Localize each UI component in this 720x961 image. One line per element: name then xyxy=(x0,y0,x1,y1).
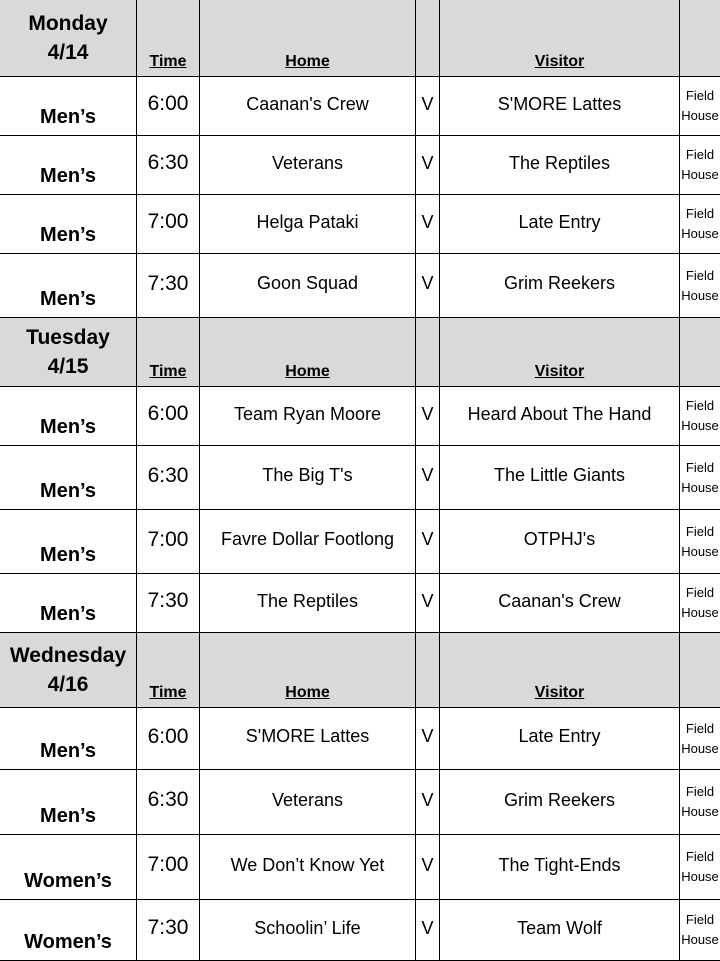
day-label xyxy=(0,0,137,77)
time-cell: 7:00 xyxy=(137,835,200,900)
location-line: Field xyxy=(680,782,720,802)
time-cell: 6:30 xyxy=(137,136,200,195)
division-cell: Men’s xyxy=(0,708,137,770)
location-line: House xyxy=(680,542,720,562)
game-row xyxy=(0,574,720,633)
visitor-team-cell: S'MORE Lattes xyxy=(440,77,680,136)
versus-cell: V xyxy=(416,136,440,195)
visitor-column-header: Visitor xyxy=(440,318,680,387)
visitor-column-header: Visitor xyxy=(440,633,680,708)
versus-cell: V xyxy=(416,446,440,510)
location-cell xyxy=(680,708,720,770)
day-header-row xyxy=(0,0,720,77)
location-line: Field xyxy=(680,396,720,416)
location-cell xyxy=(680,835,720,900)
day-name: Monday xyxy=(28,12,107,35)
versus-cell: V xyxy=(416,708,440,770)
location-line: Field xyxy=(680,719,720,739)
location-cell xyxy=(680,136,720,195)
location-cell xyxy=(680,446,720,510)
game-row xyxy=(0,708,720,770)
home-column-header: Home xyxy=(200,0,416,77)
game-row xyxy=(0,446,720,510)
versus-cell: V xyxy=(416,900,440,961)
header-blank-cell xyxy=(680,633,720,708)
time-column-header: Time xyxy=(137,318,200,387)
versus-cell: V xyxy=(416,574,440,633)
game-row xyxy=(0,254,720,318)
division-cell: Men’s xyxy=(0,770,137,835)
location-cell xyxy=(680,195,720,254)
time-cell: 7:00 xyxy=(137,195,200,254)
versus-cell: V xyxy=(416,77,440,136)
header-blank-cell xyxy=(416,318,440,387)
home-team-cell: Schoolin’ Life xyxy=(200,900,416,961)
location-cell xyxy=(680,510,720,574)
game-row xyxy=(0,900,720,961)
home-team-cell: Veterans xyxy=(200,136,416,195)
home-team-cell: Veterans xyxy=(200,770,416,835)
home-team-cell: Favre Dollar Footlong xyxy=(200,510,416,574)
time-cell: 7:30 xyxy=(137,574,200,633)
home-team-cell: Goon Squad xyxy=(200,254,416,318)
location-cell xyxy=(680,254,720,318)
day-date: 4/14 xyxy=(48,41,89,64)
division-cell: Men’s xyxy=(0,254,137,318)
versus-cell: V xyxy=(416,835,440,900)
location-line: Field xyxy=(680,522,720,542)
home-column-header: Home xyxy=(200,318,416,387)
location-line: House xyxy=(680,286,720,306)
versus-cell: V xyxy=(416,770,440,835)
header-blank-cell xyxy=(416,633,440,708)
location-cell xyxy=(680,770,720,835)
day-label xyxy=(0,318,137,387)
visitor-team-cell: Grim Reekers xyxy=(440,770,680,835)
home-team-cell: The Reptiles xyxy=(200,574,416,633)
day-name: Tuesday xyxy=(26,326,110,349)
location-line: Field xyxy=(680,145,720,165)
time-cell: 6:00 xyxy=(137,387,200,446)
home-team-cell: Helga Pataki xyxy=(200,195,416,254)
time-cell: 6:00 xyxy=(137,77,200,136)
location-line: Field xyxy=(680,458,720,478)
home-team-cell: Caanan's Crew xyxy=(200,77,416,136)
location-line: House xyxy=(680,930,720,950)
game-row xyxy=(0,770,720,835)
game-row xyxy=(0,136,720,195)
time-cell: 7:00 xyxy=(137,510,200,574)
day-header-row xyxy=(0,633,720,708)
visitor-team-cell: Late Entry xyxy=(440,708,680,770)
location-line: House xyxy=(680,802,720,822)
visitor-team-cell: Grim Reekers xyxy=(440,254,680,318)
location-line: House xyxy=(680,867,720,887)
time-cell: 6:30 xyxy=(137,770,200,835)
location-line: House xyxy=(680,106,720,126)
home-team-cell: We Don’t Know Yet xyxy=(200,835,416,900)
location-line: House xyxy=(680,165,720,185)
game-row xyxy=(0,387,720,446)
visitor-team-cell: Heard About The Hand xyxy=(440,387,680,446)
day-date: 4/16 xyxy=(48,673,89,696)
home-team-cell: The Big T's xyxy=(200,446,416,510)
day-date: 4/15 xyxy=(48,355,89,378)
location-line: Field xyxy=(680,847,720,867)
visitor-team-cell: Late Entry xyxy=(440,195,680,254)
versus-cell: V xyxy=(416,510,440,574)
home-team-cell: Team Ryan Moore xyxy=(200,387,416,446)
visitor-column-header: Visitor xyxy=(440,0,680,77)
division-cell: Men’s xyxy=(0,195,137,254)
game-row xyxy=(0,835,720,900)
game-row xyxy=(0,77,720,136)
visitor-team-cell: OTPHJ's xyxy=(440,510,680,574)
versus-cell: V xyxy=(416,254,440,318)
time-cell: 6:00 xyxy=(137,708,200,770)
division-cell: Men’s xyxy=(0,136,137,195)
division-cell: Men’s xyxy=(0,77,137,136)
division-cell: Men’s xyxy=(0,574,137,633)
time-cell: 6:30 xyxy=(137,446,200,510)
header-blank-cell xyxy=(680,0,720,77)
location-line: House xyxy=(680,416,720,436)
game-row xyxy=(0,510,720,574)
location-line: Field xyxy=(680,204,720,224)
time-cell: 7:30 xyxy=(137,254,200,318)
division-cell: Men’s xyxy=(0,510,137,574)
visitor-team-cell: The Reptiles xyxy=(440,136,680,195)
header-blank-cell xyxy=(680,318,720,387)
location-line: Field xyxy=(680,583,720,603)
location-line: House xyxy=(680,478,720,498)
home-column-header: Home xyxy=(200,633,416,708)
location-cell xyxy=(680,387,720,446)
location-line: House xyxy=(680,603,720,623)
visitor-team-cell: The Tight-Ends xyxy=(440,835,680,900)
location-line: House xyxy=(680,739,720,759)
division-cell: Women’s xyxy=(0,835,137,900)
visitor-team-cell: Team Wolf xyxy=(440,900,680,961)
header-blank-cell xyxy=(416,0,440,77)
time-column-header: Time xyxy=(137,0,200,77)
versus-cell: V xyxy=(416,387,440,446)
location-line: Field xyxy=(680,266,720,286)
location-cell xyxy=(680,574,720,633)
day-header-row xyxy=(0,318,720,387)
division-cell: Men’s xyxy=(0,446,137,510)
division-cell: Women’s xyxy=(0,900,137,961)
division-cell: Men’s xyxy=(0,387,137,446)
home-team-cell: S'MORE Lattes xyxy=(200,708,416,770)
day-name: Wednesday xyxy=(10,644,126,667)
location-cell xyxy=(680,900,720,961)
game-row xyxy=(0,195,720,254)
time-cell: 7:30 xyxy=(137,900,200,961)
location-line: Field xyxy=(680,86,720,106)
time-column-header: Time xyxy=(137,633,200,708)
location-cell xyxy=(680,77,720,136)
visitor-team-cell: The Little Giants xyxy=(440,446,680,510)
visitor-team-cell: Caanan's Crew xyxy=(440,574,680,633)
location-line: House xyxy=(680,224,720,244)
day-label xyxy=(0,633,137,708)
location-line: Field xyxy=(680,910,720,930)
versus-cell: V xyxy=(416,195,440,254)
